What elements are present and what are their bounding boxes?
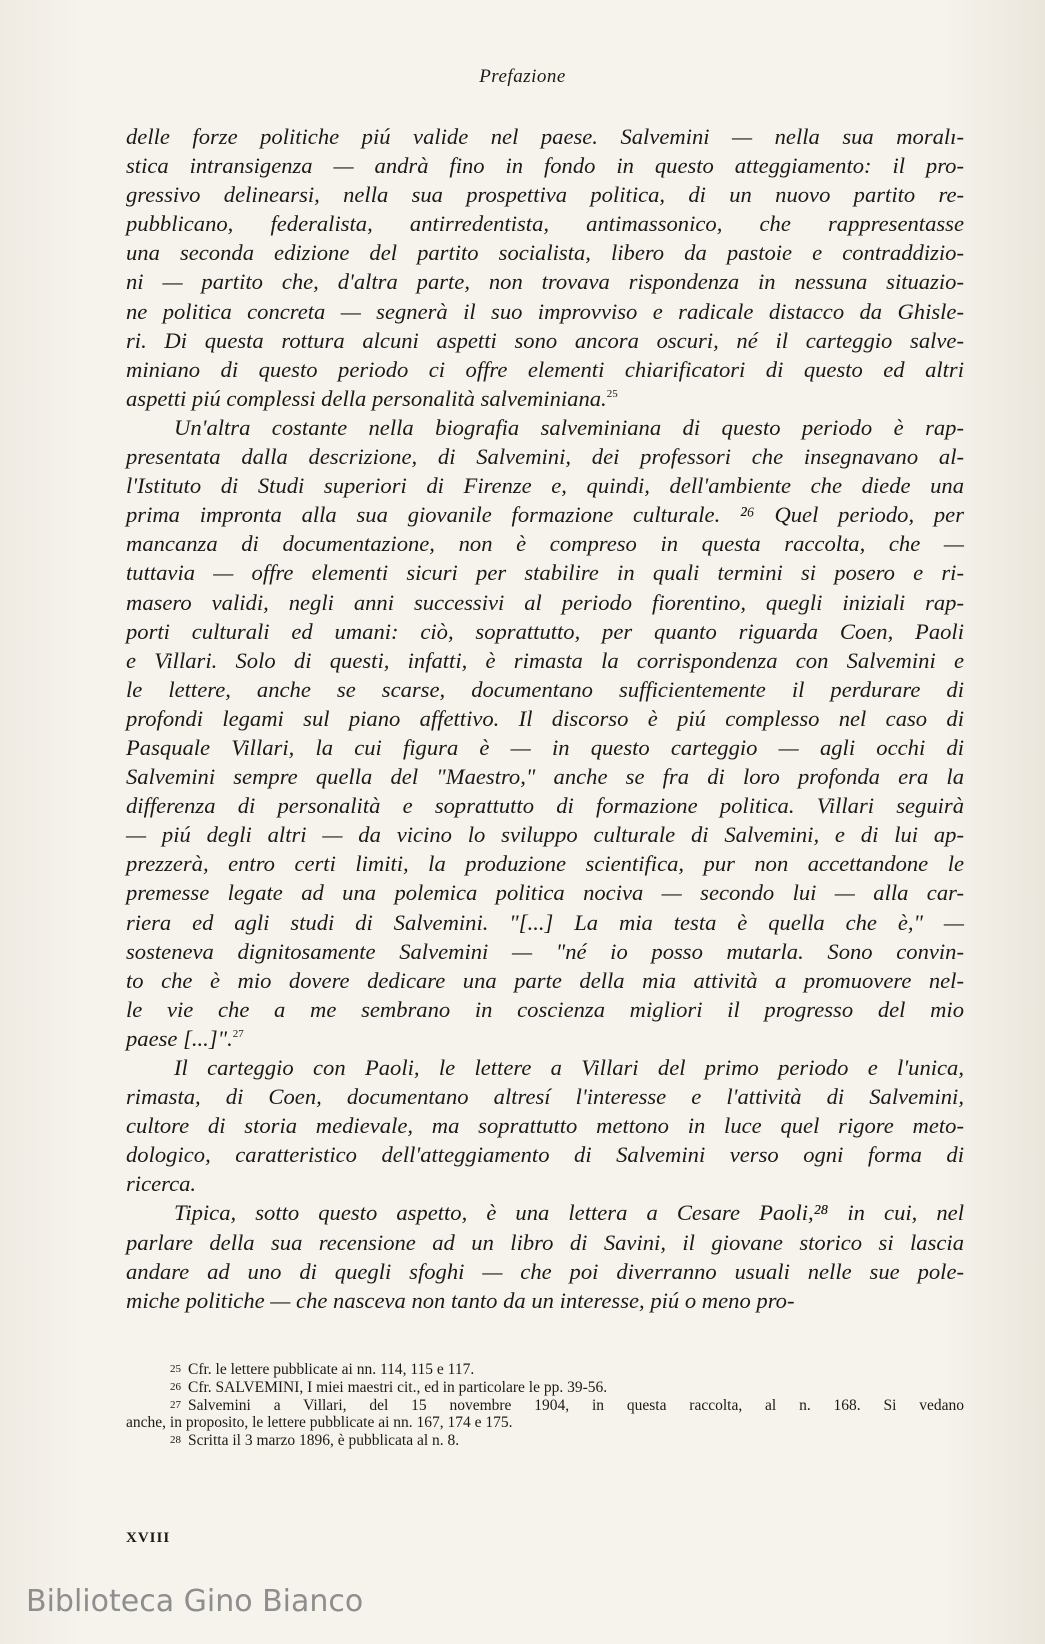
text-line: le vie che a me sembrano in coscienza migliori il progresso del mio (126, 996, 964, 1022)
paragraph (126, 1198, 964, 1314)
text-line: andare ad uno di quegli sfoghi — che poi diverranno usuali nelle sue pole- (126, 1258, 964, 1284)
footnote-ref[interactable]: 25 (606, 387, 618, 400)
footnotes (126, 1361, 964, 1450)
text-line: e Villari. Solo di questi, infatti, è rimasta la corrispondenza con Salvemini e (126, 647, 964, 673)
paragraph (126, 413, 964, 1053)
footnote-line (126, 1432, 964, 1450)
text-line: Un'altra costante nella biografia salveminiana di questo periodo è rap- (174, 414, 964, 440)
text-line: tuttavia — offre elementi sicuri per stabilire in quali termini si posero e ri- (126, 560, 964, 586)
text-line: ri. Di questa rottura alcuni aspetti sono ancora oscuri, né il carteggio salve- (126, 327, 964, 353)
text-line: l'Istituto di Studi superiori di Firenze e, quindi, dell'ambiente che diede una (126, 473, 964, 499)
watermark: Biblioteca Gino Bianco (26, 1584, 364, 1619)
text-line: rimasta, di Coen, documentano altresí l'interesse e l'attività di Salvemini, (126, 1084, 964, 1110)
footnote-number: 28 (170, 1434, 181, 1447)
text-line: ricerca. (126, 1171, 197, 1197)
footnote-number: 27 (170, 1398, 181, 1411)
text-line: riera ed agli studi di Salvemini. "[...] La mia testa è quella che è," — (126, 909, 964, 935)
text-line: — piú degli altri — da vicino lo sviluppo culturale di Salvemini, e di lui ap- (126, 822, 964, 848)
text-line: Il carteggio con Paoli, le lettere a Villari del primo periodo e l'unica, (174, 1055, 964, 1080)
footnote-line (126, 1414, 964, 1432)
text-line: Pasquale Villari, la cui figura è — in questo carteggio — agli occhi di (126, 734, 964, 760)
footnote-line (126, 1361, 964, 1379)
text-line: dologico, caratteristico dell'atteggiamento di Salvemini verso ogni forma di (126, 1142, 964, 1168)
text-line: stica intransigenza — andrà fino in fondo in questo atteggiamento: il pro- (126, 153, 964, 179)
text-line: prima impronta alla sua giovanile formazione culturale. ²⁶ Quel periodo, per (126, 502, 964, 528)
text-line: miniano di questo periodo ci offre elementi chiarificatori di questo ed altri (126, 356, 964, 382)
footnote-text: Cfr. le lettere pubblicate ai nn. 114, 115 e 117. (188, 1361, 475, 1378)
text-line: aspetti piú complessi della personalità salveminiana.$^{25}$ (126, 385, 618, 411)
footnote-text: Cfr. SALVEMINI, I miei maestri cit., ed in particolare le pp. 39-56. (188, 1378, 608, 1396)
footnote-line (126, 1397, 964, 1415)
text-line: Tipica, sotto questo aspetto, è una lettera a Cesare Paoli,²⁸ in cui, nel (174, 1200, 964, 1226)
text-line: parlare della sua recensione ad un libro di Savini, il giovane storico si lascia (126, 1229, 964, 1255)
footnote-text: Scritta il 3 marzo 1896, è pubblicata al n. 8. (188, 1432, 460, 1450)
text-line: porti culturali ed umani: ciò, soprattutto, per quanto riguarda Coen, Paoli (126, 618, 964, 644)
text-line: le lettere, anche se scarse, documentano sufficientemente il perdurare di (126, 676, 964, 702)
paragraph (126, 1053, 964, 1198)
page-number: XVIII (126, 1530, 171, 1546)
footnote-line (126, 1379, 964, 1397)
text-line: premesse legate ad una polemica politica nociva — secondo lui — alla car- (126, 880, 964, 906)
text-line: differenza di personalità e soprattutto di formazione politica. Villari seguirà (126, 793, 964, 819)
text-line: mancanza di documentazione, non è compreso in questa raccolta, che — (126, 531, 964, 557)
text-line: ni — partito che, d'altra parte, non trovava rispondenza in nessuna situazio- (126, 269, 964, 295)
paragraph (126, 122, 964, 413)
text-line: Salvemini sempre quella del "Maestro," anche se fra di loro profonda era la (126, 764, 964, 790)
text-line: delle forze politiche piú valide nel paese. Salvemini — nella sua moralı- (126, 124, 964, 149)
footnote-text: anche, in proposito, le lettere pubblicate ai nn. 167, 174 e 175. (126, 1414, 513, 1432)
text-line: miche politiche — che nasceva non tanto da un interesse, piú o meno pro- (126, 1287, 795, 1313)
text-line: presentata dalla descrizione, di Salvemini, dei professori che insegnavano al- (126, 444, 964, 470)
text-line: masero validi, negli anni successivi al periodo fiorentino, quegli iniziali rap- (126, 589, 964, 615)
running-head: Prefazione (479, 66, 566, 87)
body-text (126, 122, 964, 1315)
text-line: pubblicano, federalista, antirredentista, antimassonico, che rappresentasse (126, 211, 964, 237)
text-line: una seconda edizione del partito socialista, libero da pastoie e contraddizio- (126, 240, 964, 266)
text-line: paese [...]".$^{27}$ (126, 1025, 244, 1051)
text-line: gressivo delinearsi, nella sua prospettiva politica, di un nuovo partito re- (126, 182, 964, 208)
text-line: ne politica concreta — segnerà il suo improvviso e radicale distacco da Ghisle- (126, 298, 964, 324)
text-line: sosteneva dignitosamente Salvemini — "né io posso mutarla. Sono convin- (126, 938, 964, 964)
footnote-number: 25 (170, 1363, 181, 1375)
text-line: prezzerà, entro certi limiti, la produzione scientifica, pur non accettandone le (126, 851, 964, 877)
text-line: to che è mio dovere dedicare una parte della mia attività a promuovere nel- (126, 967, 964, 993)
text-line: profondi legami sul piano affettivo. Il discorso è piú complesso nel caso di (126, 705, 964, 731)
footnote-text: Salvemini a Villari, del 15 novembre 1904, in questa raccolta, al n. 168. Si vedano (188, 1396, 964, 1414)
footnote-number: 26 (170, 1380, 181, 1393)
footnote-ref[interactable]: 27 (232, 1027, 244, 1040)
text-line: cultore di storia medievale, ma soprattutto mettono in luce quel rigore meto- (126, 1113, 964, 1139)
